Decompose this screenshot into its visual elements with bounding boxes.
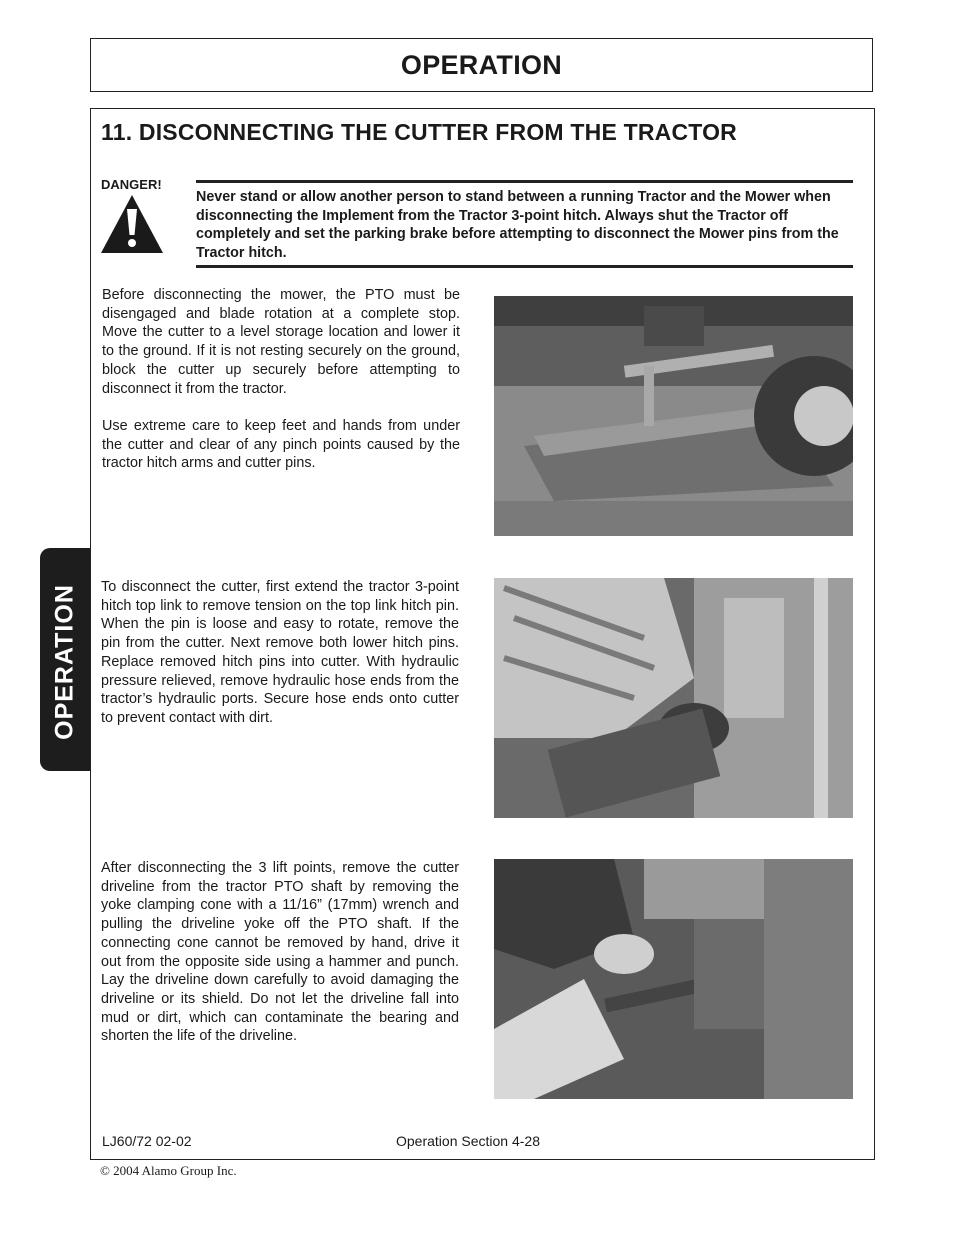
footer-page-number: Operation Section 4-28 [396, 1133, 540, 1149]
side-tab-label: OPERATION [50, 584, 79, 740]
footer-model: LJ60/72 02-02 [102, 1133, 192, 1149]
danger-rule-top [196, 180, 853, 183]
danger-text: Never stand or allow another person to stand between a running Tractor and the Mower when disconnecting the Implement from the Tractor 3-point hitch. Always shut the Tractor off completely and set the parking brake before attempting to disconnect the Mower pins from the Tractor hitch. [196, 189, 839, 261]
danger-label: DANGER! [101, 177, 162, 192]
photo-cutter-on-ground [494, 296, 853, 536]
danger-rule-bottom [196, 265, 853, 268]
section-title: 11. DISCONNECTING THE CUTTER FROM THE TRACTOR [101, 119, 737, 145]
instruction-block-1 [102, 286, 460, 492]
paragraph: Use extreme care to keep feet and hands from under the cutter and clear of any pinch points caused by the tractor hitch arms and cutter pins. [102, 417, 460, 472]
paragraph: After disconnecting the 3 lift points, remove the cutter driveline from the tractor PTO shaft by removing the yoke clamping cone with a 11/16” (17mm) wrench and pulling the driveline yoke off the PTO shaft. If the connecting cone cannot be removed by hand, drive it out from the opposite side using a hammer and punch. Lay the driveline down carefully to avoid damaging the driveline or its shield. Do not let the driveline fall into mud or dirt, which can contaminate the bearing and shorten the life of the driveline. [101, 860, 459, 1045]
instruction-block-2 [101, 578, 459, 746]
header-box [90, 38, 873, 92]
paragraph: Before disconnecting the mower, the PTO must be disengaged and blade rotation at a complete stop. Move the cutter to a level storage location and lower it to the ground. If it is not resting securely on the ground, block the cutter up securely before attempting to disconnect it from the tractor. [102, 287, 460, 397]
photo-removing-hitch-pin [494, 578, 853, 818]
header-title: OPERATION [400, 49, 563, 80]
photo-removing-driveline [494, 859, 853, 1099]
copyright: © 2004 Alamo Group Inc. [100, 1163, 237, 1178]
paragraph: To disconnect the cutter, first extend the tractor 3-point hitch top link to remove tension on the top link hitch pin. When the pin is loose and easy to rotate, remove the pin from the cutter. Next remove both lower hitch pins. Replace removed hitch pins into cutter. With hydraulic pressure relieved, remove hydraulic hose ends from the tractor’s hydraulic ports. Secure hose ends onto cutter to prevent contact with dirt. [101, 579, 459, 726]
instruction-block-3 [101, 859, 459, 1065]
warning-triangle-icon [99, 193, 165, 260]
